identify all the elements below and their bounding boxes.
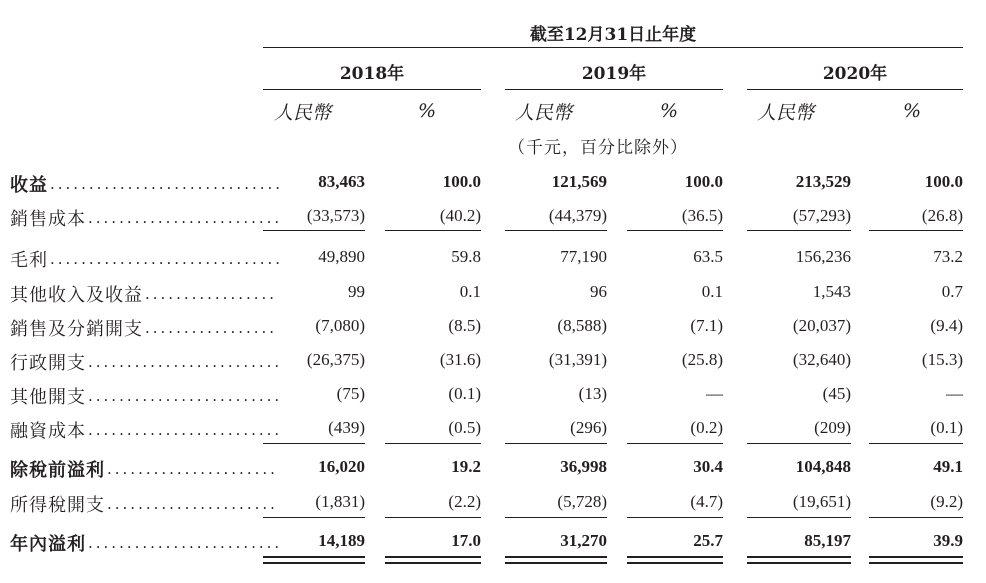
subtotal-rule xyxy=(385,230,481,231)
cell-amount-2019: (44,379) xyxy=(548,206,607,225)
subtotal-rule xyxy=(505,517,607,518)
total-double-rule xyxy=(627,562,723,564)
cell-amount-2020: (209) xyxy=(814,418,851,437)
cell-pct-2019: 25.7 xyxy=(693,531,723,550)
cell-amount-2018: (439) xyxy=(328,418,365,437)
cell-pct-2020: 49.1 xyxy=(933,457,963,476)
subtotal-rule xyxy=(263,517,365,518)
cell-amount-2018: 16,020 xyxy=(318,457,365,476)
subtotal-rule xyxy=(627,230,723,231)
cell-amount-2020: (45) xyxy=(822,384,851,403)
cell-pct-2020: 0.7 xyxy=(941,282,963,301)
dot-leader: ...................... xyxy=(107,460,278,478)
cell-pct-2020: — xyxy=(946,384,963,403)
cell-pct-2019: (0.2) xyxy=(690,418,723,437)
dot-leader: ...................... xyxy=(107,495,278,513)
cell-amount-2020: (19,651) xyxy=(792,492,851,511)
row-label: 收益 xyxy=(10,175,48,196)
subtotal-rule xyxy=(627,443,723,444)
header-rule xyxy=(263,47,963,48)
total-double-rule xyxy=(385,562,481,564)
cell-pct-2020: 39.9 xyxy=(933,531,963,550)
cell-amount-2018: 83,463 xyxy=(318,172,365,191)
subtotal-rule xyxy=(747,230,851,231)
cell-pct-2018: (8.5) xyxy=(448,316,481,335)
cell-pct-2020: (9.4) xyxy=(930,316,963,335)
cell-amount-2019: 77,190 xyxy=(560,247,607,266)
cell-pct-2019: 30.4 xyxy=(693,457,723,476)
cell-amount-2018: 14,189 xyxy=(318,531,365,550)
total-double-rule xyxy=(869,556,963,558)
row-label: 年內溢利 xyxy=(10,534,86,555)
year-2020-header: 2020年 xyxy=(822,64,888,84)
cell-amount-2020: (57,293) xyxy=(792,206,851,225)
cell-amount-2018: 49,890 xyxy=(318,247,365,266)
cell-pct-2020: 100.0 xyxy=(924,172,963,191)
dot-leader: ................. xyxy=(145,319,278,337)
cell-pct-2019: 63.5 xyxy=(693,247,723,266)
total-double-rule xyxy=(747,556,851,558)
cell-amount-2019: (296) xyxy=(570,418,607,437)
cell-pct-2018: 0.1 xyxy=(459,282,481,301)
subtotal-rule xyxy=(505,443,607,444)
cell-amount-2018: (33,573) xyxy=(306,206,365,225)
total-double-rule xyxy=(263,562,365,564)
row-label: 除稅前溢利 xyxy=(10,460,105,481)
unit-label-2019: 人民幣 xyxy=(515,102,573,124)
row-label: 毛利 xyxy=(10,250,48,271)
dot-leader: ......................... xyxy=(88,353,283,371)
cell-amount-2019: 121,569 xyxy=(551,172,607,191)
subtotal-rule xyxy=(263,230,365,231)
cell-amount-2018: (1,831) xyxy=(315,492,365,511)
cell-pct-2019: — xyxy=(706,384,723,403)
total-double-rule xyxy=(627,556,723,558)
cell-amount-2019: (31,391) xyxy=(548,350,607,369)
cell-pct-2019: (4.7) xyxy=(690,492,723,511)
cell-amount-2019: (13) xyxy=(578,384,607,403)
cell-pct-2020: (0.1) xyxy=(930,418,963,437)
year-2018-header: 2018年 xyxy=(339,64,405,84)
cell-pct-2018: (0.1) xyxy=(448,384,481,403)
cell-amount-2019: 36,998 xyxy=(560,457,607,476)
cell-pct-2020: 73.2 xyxy=(933,247,963,266)
cell-pct-2018: (2.2) xyxy=(448,492,481,511)
subtotal-rule xyxy=(747,517,851,518)
cell-amount-2019: 31,270 xyxy=(560,531,607,550)
subtotal-rule xyxy=(385,443,481,444)
total-double-rule xyxy=(869,562,963,564)
dot-leader: ......................... xyxy=(88,421,283,439)
row-label: 融資成本 xyxy=(10,421,86,442)
cell-amount-2019: (8,588) xyxy=(557,316,607,335)
cell-amount-2020: (32,640) xyxy=(792,350,851,369)
cell-amount-2020: 1,543 xyxy=(812,282,851,301)
cell-pct-2018: (40.2) xyxy=(439,206,481,225)
year-rule-2018 xyxy=(263,89,481,90)
unit-note: （千元，百分比除外） xyxy=(508,138,688,158)
subtotal-rule xyxy=(263,443,365,444)
total-double-rule xyxy=(747,562,851,564)
cell-pct-2019: 0.1 xyxy=(701,282,723,301)
dot-leader: .............................. xyxy=(50,175,284,193)
total-double-rule xyxy=(385,556,481,558)
subtotal-rule xyxy=(385,517,481,518)
pct-label-2018: % xyxy=(418,100,437,122)
cell-amount-2018: (75) xyxy=(336,384,365,403)
cell-amount-2019: 96 xyxy=(590,282,607,301)
cell-pct-2018: 19.2 xyxy=(451,457,481,476)
row-label: 銷售及分銷開支 xyxy=(10,319,143,340)
subtotal-rule xyxy=(627,517,723,518)
cell-pct-2020: (26.8) xyxy=(921,206,963,225)
cell-pct-2018: 59.8 xyxy=(451,247,481,266)
row-label: 其他收入及收益 xyxy=(10,285,143,306)
row-label: 行政開支 xyxy=(10,353,86,374)
row-label: 銷售成本 xyxy=(10,209,86,230)
cell-amount-2018: (26,375) xyxy=(306,350,365,369)
subtotal-rule xyxy=(869,443,963,444)
year-rule-2020 xyxy=(747,89,963,90)
cell-pct-2018: 17.0 xyxy=(451,531,481,550)
dot-leader: .............................. xyxy=(50,250,284,268)
row-label: 所得稅開支 xyxy=(10,495,105,516)
cell-pct-2019: (25.8) xyxy=(681,350,723,369)
cell-amount-2018: (7,080) xyxy=(315,316,365,335)
total-double-rule xyxy=(263,556,365,558)
cell-amount-2020: 156,236 xyxy=(795,247,851,266)
cell-pct-2018: (0.5) xyxy=(448,418,481,437)
total-double-rule xyxy=(505,556,607,558)
pct-label-2020: % xyxy=(903,100,922,122)
subtotal-rule xyxy=(869,230,963,231)
period-title: 截至12月31日止年度 xyxy=(529,25,697,45)
subtotal-rule xyxy=(505,230,607,231)
dot-leader: ................. xyxy=(145,285,278,303)
total-double-rule xyxy=(505,562,607,564)
subtotal-rule xyxy=(869,517,963,518)
row-label: 其他開支 xyxy=(10,387,86,408)
cell-pct-2018: (31.6) xyxy=(439,350,481,369)
cell-pct-2020: (9.2) xyxy=(930,492,963,511)
year-2019-header: 2019年 xyxy=(581,64,647,84)
cell-pct-2019: 100.0 xyxy=(684,172,723,191)
cell-amount-2020: 104,848 xyxy=(795,457,851,476)
subtotal-rule xyxy=(747,443,851,444)
cell-pct-2018: 100.0 xyxy=(442,172,481,191)
unit-label-2020: 人民幣 xyxy=(757,102,815,124)
cell-amount-2018: 99 xyxy=(348,282,365,301)
year-rule-2019 xyxy=(505,89,723,90)
dot-leader: ......................... xyxy=(88,534,283,552)
dot-leader: ......................... xyxy=(88,209,283,227)
cell-amount-2020: (20,037) xyxy=(792,316,851,335)
unit-label-2018: 人民幣 xyxy=(274,102,332,124)
cell-amount-2019: (5,728) xyxy=(557,492,607,511)
dot-leader: ......................... xyxy=(88,387,283,405)
pct-label-2019: % xyxy=(660,100,679,122)
cell-amount-2020: 85,197 xyxy=(804,531,851,550)
cell-pct-2019: (7.1) xyxy=(690,316,723,335)
cell-pct-2020: (15.3) xyxy=(921,350,963,369)
cell-amount-2020: 213,529 xyxy=(795,172,851,191)
cell-pct-2019: (36.5) xyxy=(681,206,723,225)
